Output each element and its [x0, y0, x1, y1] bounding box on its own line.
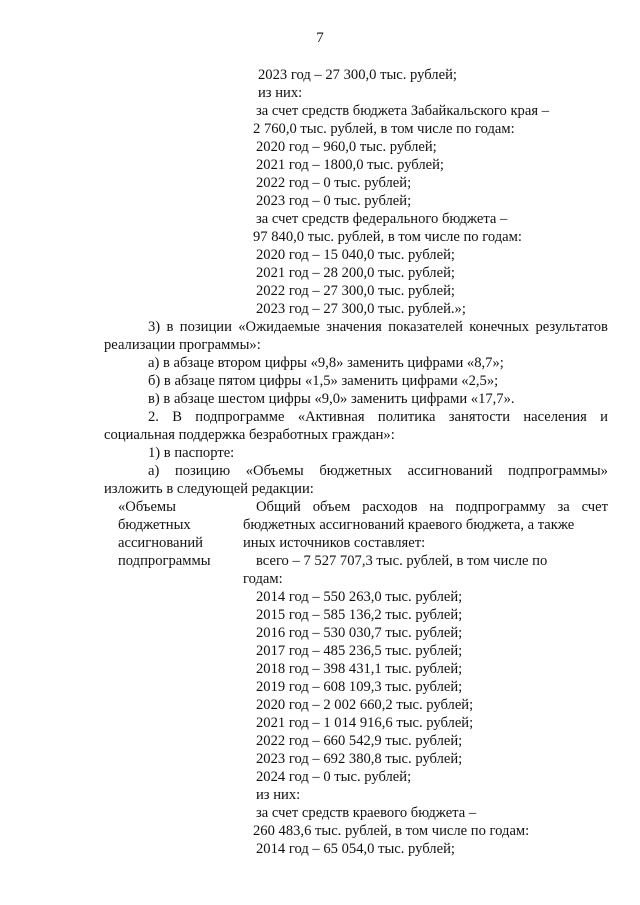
table-left-cell: «Объемы [118, 499, 176, 515]
page-number: 7 [316, 30, 324, 46]
item-3-first-line: 3) в позиции «Ожидаемые значения показателей конечных результатов [148, 319, 608, 335]
year-line: 2021 год – 1 014 916,6 тыс. рублей; [256, 715, 474, 731]
table-right-intro-line: бюджетных ассигнований краевого бюджета, а также [243, 517, 575, 533]
budget-line: за счет средств бюджета Забайкальского края – [256, 103, 549, 119]
table-left-cell: подпрограммы [118, 553, 211, 569]
year-line: 2019 год – 608 109,3 тыс. рублей; [256, 679, 463, 695]
year-line: 2014 год – 550 263,0 тыс. рублей; [256, 589, 463, 605]
year-line: 2024 год – 0 тыс. рублей; [256, 769, 412, 785]
budget-line: 2022 год – 0 тыс. рублей; [256, 175, 412, 191]
item-2-second-line: социальная поддержка безработных граждан»: [104, 427, 395, 443]
table-right-intro-line: Общий объем расходов на подпрограмму за счет [256, 499, 608, 515]
budget-line: 2 760,0 тыс. рублей, в том числе по годам: [253, 121, 515, 137]
table-left-cell: бюджетных [118, 517, 191, 533]
tail-line: из них: [256, 787, 301, 803]
budget-line: 2020 год – 960,0 тыс. рублей; [256, 139, 437, 155]
year-line: 2017 год – 485 236,5 тыс. рублей; [256, 643, 463, 659]
subitem-b: б) в абзаце пятом цифры «1,5» заменить цифрами «2,5»; [148, 373, 499, 389]
budget-line: 2021 год – 28 200,0 тыс. рублей; [256, 265, 455, 281]
item-2-first-line: 2. В подпрограмме «Активная политика занятости населения и [148, 409, 608, 425]
year-line: 2023 год – 692 380,8 тыс. рублей; [256, 751, 463, 767]
passport-line: 1) в паспорте: [148, 445, 235, 461]
table-right-intro-line: иных источников составляет: [243, 535, 426, 551]
position-a-first-line: а) позицию «Объемы бюджетных ассигнований подпрограммы» [148, 463, 608, 479]
budget-line: 2023 год – 0 тыс. рублей; [256, 193, 412, 209]
subitem-c: в) в абзаце шестом цифры «9,0» заменить цифрами «17,7». [148, 391, 515, 407]
budget-line: 97 840,0 тыс. рублей, в том числе по годам: [253, 229, 522, 245]
budget-line: 2021 год – 1800,0 тыс. рублей; [256, 157, 444, 173]
year-line: 2016 год – 530 030,7 тыс. рублей; [256, 625, 463, 641]
tail-line: 2014 год – 65 054,0 тыс. рублей; [256, 841, 455, 857]
item-3-second-line: реализации программы»: [104, 337, 261, 353]
year-line: 2018 год – 398 431,1 тыс. рублей; [256, 661, 463, 677]
tail-line: за счет средств краевого бюджета – [256, 805, 477, 821]
budget-line: за счет средств федерального бюджета – [256, 211, 508, 227]
total-line: годам: [243, 571, 283, 587]
budget-line: из них: [258, 85, 303, 101]
budget-line: 2023 год – 27 300,0 тыс. рублей.»; [256, 301, 466, 317]
total-line: всего – 7 527 707,3 тыс. рублей, в том числе по [256, 553, 548, 569]
budget-line: 2020 год – 15 040,0 тыс. рублей; [256, 247, 455, 263]
budget-line: 2022 год – 27 300,0 тыс. рублей; [256, 283, 455, 299]
year-line: 2022 год – 660 542,9 тыс. рублей; [256, 733, 463, 749]
position-a-second-line: изложить в следующей редакции: [104, 481, 314, 497]
year-line: 2015 год – 585 136,2 тыс. рублей; [256, 607, 463, 623]
tail-line: 260 483,6 тыс. рублей, в том числе по годам: [253, 823, 530, 839]
table-left-cell: ассигнований [118, 535, 203, 551]
budget-line: 2023 год – 27 300,0 тыс. рублей; [258, 67, 457, 83]
year-line: 2020 год – 2 002 660,2 тыс. рублей; [256, 697, 474, 713]
subitem-a: а) в абзаце втором цифры «9,8» заменить цифрами «8,7»; [148, 355, 504, 371]
